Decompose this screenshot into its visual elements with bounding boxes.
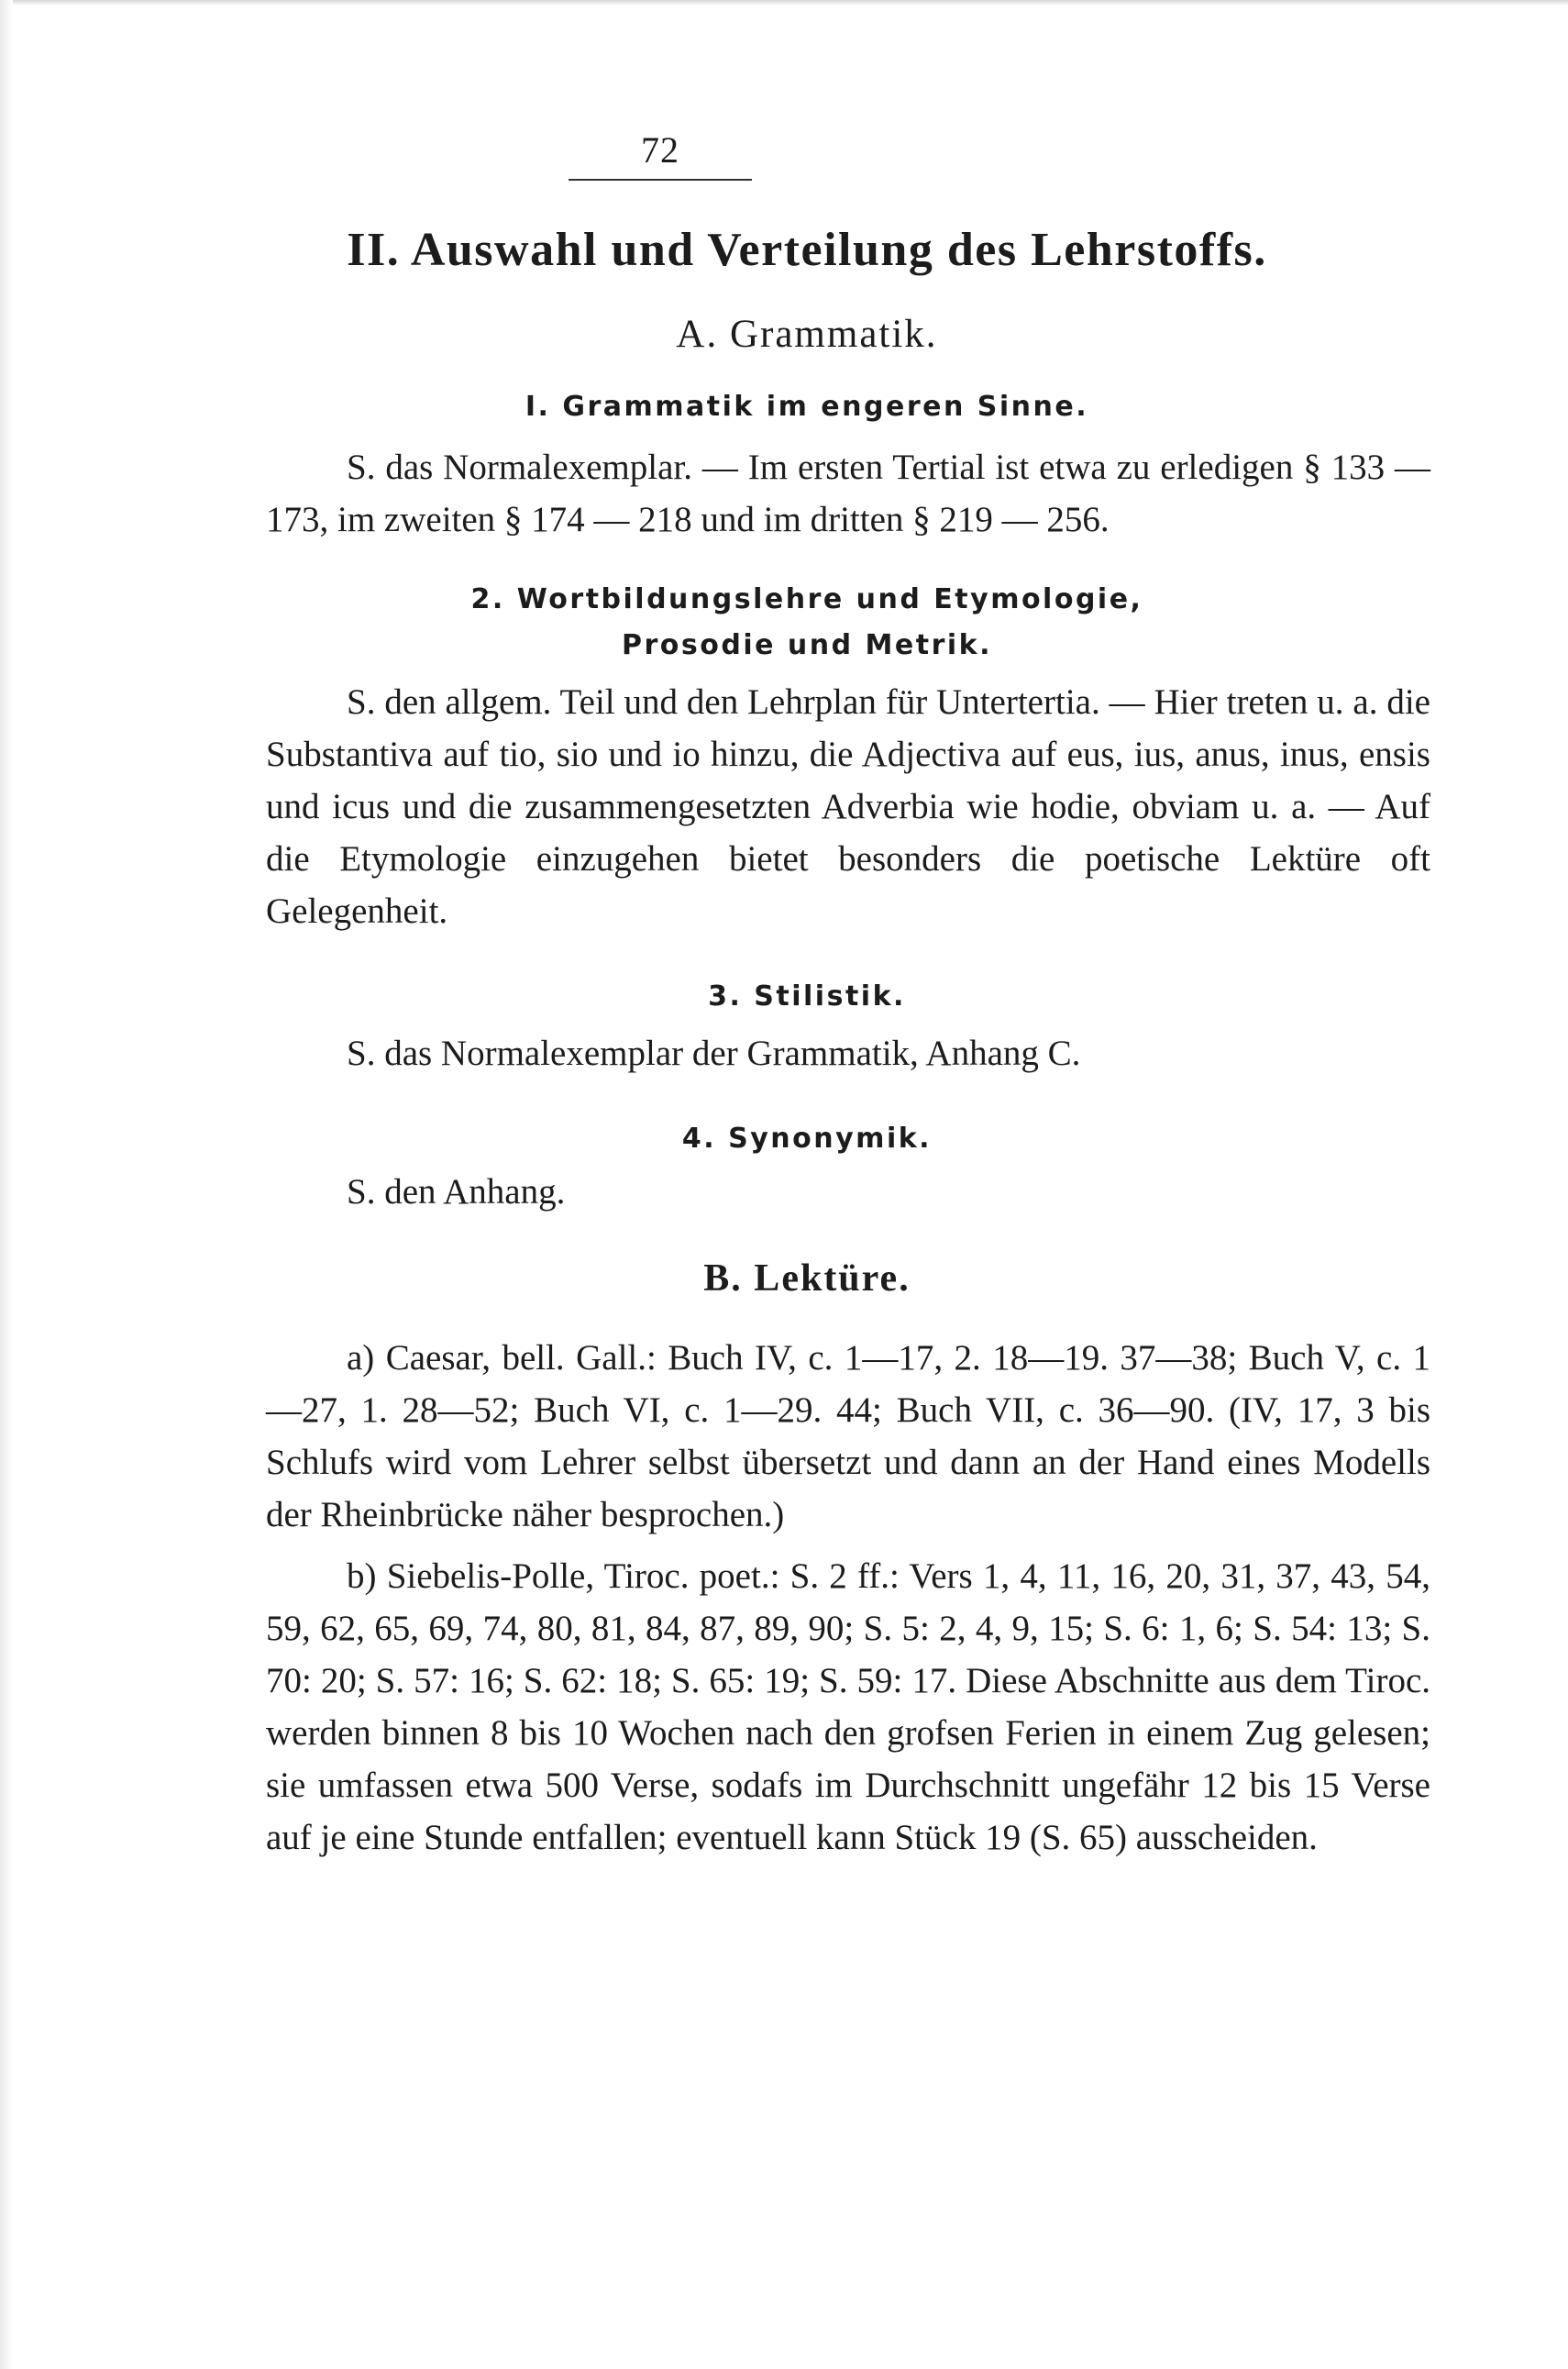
- section-1-heading-text: I. Grammatik im engeren Sinne.: [525, 391, 1089, 423]
- scan-edge-left: [0, 0, 13, 2369]
- section-1-text: S. das Normalexemplar. — Im ersten Tertial ist etwa zu erledigen § 133 — 173, im zweiten § 174 — 218 und im dritten § 219 — 256.: [266, 448, 1430, 539]
- page-number: 72: [569, 128, 752, 181]
- section-3-heading-text: 3. Stilistik.: [708, 980, 906, 1013]
- section-a-title: A. Grammatik.: [676, 313, 938, 356]
- section-3-text: S. das Normalexemplar der Grammatik, Anhang C.: [347, 1034, 1081, 1073]
- section-b-title: B. Lektüre.: [703, 1257, 911, 1300]
- lektuere-paragraph-b: b) Siebelis-Polle, Tiroc. poet.: S. 2 ff.: Vers 1, 4, 11, 16, 20, 31, 37, 43, 54, 59, 62, 65, 69, 74, 80, 81, 84, 87, 89, 90; S. 5: 2, 4, 9, 15; S. 6: 1, 6; S. 54: 13; S. 70: 20; S. 57: 16; S. 62: 18; S. 65: 19; S. 59: 17. Diese Abschnitte aus dem Tiroc. werden binnen 8 bis 10 Wochen nach den grofsen Ferien in einem Zug gelesen; sie umfassen etwa 500 Verse, sodafs im Durchschnitt ungefähr 12 bis 15 Verse auf je eine Stunde entfallen; eventuell kann Stück 19 (S. 65) ausscheiden.: [266, 1556, 1430, 1857]
- scan-edge-top: [0, 0, 1568, 6]
- part-title: II. Auswahl und Verteilung des Lehrstoffs.: [347, 224, 1267, 276]
- section-1-heading: [266, 384, 1348, 430]
- section-4-heading-text: 4. Synonymik.: [681, 1123, 933, 1155]
- document-page: [266, 128, 1440, 1864]
- section-3-heading: [266, 974, 1348, 1020]
- section-2-heading-line2: Prosodie und Metrik.: [621, 629, 992, 661]
- section-2-heading-line1: 2. Wortbildungslehre und Etymologie,: [470, 583, 1143, 615]
- section-4-text: S. den Anhang.: [347, 1172, 566, 1212]
- lektuere-paragraph-a: a) Caesar, bell. Gall.: Buch IV, c. 1—17, 2. 18—19. 37—38; Buch V, c. 1—27, 1. 28—52; Buch VI, c. 1—29. 44; Buch VII, c. 36—90. (IV, 17, 3 bis Schlufs wird vom Lehrer selbst übersetzt und dann an der Hand eines Modells der Rheinbrücke näher besprochen.): [266, 1338, 1430, 1534]
- section-2-heading: [266, 577, 1348, 669]
- section-2-text: S. den allgem. Teil und den Lehrplan für Untertertia. — Hier treten u. a. die Substantiva auf tio, sio und io hinzu, die Adjectiva auf eus, ius, anus, inus, ensis und icus und die zusammengesetzten Adverbia wie hodie, obviam u. a. — Auf die Etymologie einzugehen bietet besonders die poetische Lektüre oft Gelegenheit.: [266, 682, 1430, 931]
- section-4-heading: [266, 1116, 1348, 1162]
